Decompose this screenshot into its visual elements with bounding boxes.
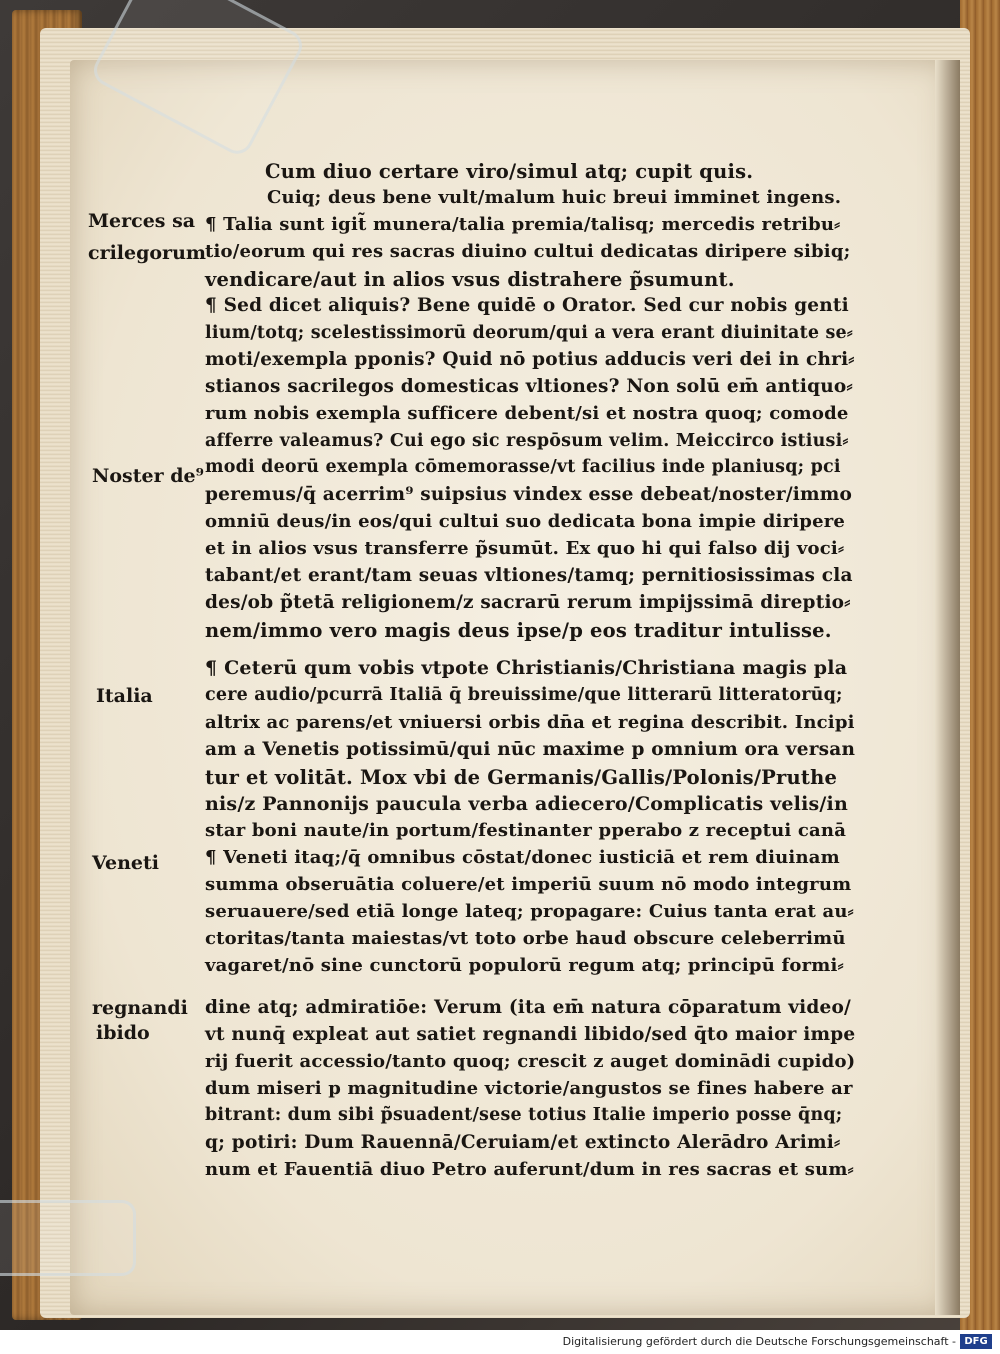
text-line: ¶ Talia sunt igit̃ munera/talia premia/talisq; mercedis retribu⸗ [205,214,841,235]
text-line: afferre valeamus? Cui ego sic respōsum velim. Meiccirco istiusi⸗ [205,431,849,451]
text-line: nis/z Pannonijs paucula verba adiecero/Complicatis velis/in [205,793,848,815]
text-line: summa obseruātia coluere/et imperiū suum nō modo integrum [205,874,852,895]
text-line: bitrant: dum sibi p̃suadent/sese totius Italie imperio posse q̄nq; [205,1105,843,1125]
text-line: rij fuerit accessio/tanto quoq; crescit z auget dominādi cupido) [205,1051,856,1072]
text-line: peremus/q̄ acerrim⁹ suipsius vindex esse debeat/noster/immo [205,484,853,505]
text-line: Cuiq; deus bene vult/malum huic breui imminet ingens. [267,187,842,208]
text-line: am a Venetis potissimū/qui nūc maxime p omnium ora versan [205,739,856,760]
margin-note: crilegorum [88,242,206,264]
text-line: des/ob p̃tetā religionem/z sacrarū rerum impijssimā direptio⸗ [205,592,851,613]
footer-bar [0,1330,1000,1354]
text-line: altrix ac parens/et vniuersi orbis dn̄a et regina describit. Incipi [205,712,855,733]
funding-credit: Digitalisierung gefördert durch die Deutsche Forschungsgemeinschaft - [562,1335,956,1348]
text-line: ¶ Veneti itaq;/q̄ omnibus cōstat/donec iusticiā et rem diuinam [205,847,840,868]
text-line: tio/eorum qui res sacras diuino cultui dedicatas diripere sibiq; [205,241,851,262]
text-line: q; potiri: Dum Rauennā/Ceruiam/et extincto Alerādro Arimi⸗ [205,1132,841,1153]
text-line: vendicare/aut in alios vsus distrahere p̃sumunt. [205,268,735,291]
text-line: et in alios vsus transferre p̃sumūt. Ex quo hi qui falso dij voci⸗ [205,538,845,559]
text-line: num et Fauentiā diuo Petro auferunt/dum in res sacras et sum⸗ [205,1159,854,1180]
text-line: ¶ Sed dicet aliquis? Bene quidē o Orator. Sed cur nobis genti [205,295,849,316]
margin-note: ibido [96,1022,150,1044]
margin-note: regnandi [92,997,188,1019]
text-line: star boni naute/in portum/festinanter pperabo z receptui canā [205,820,847,841]
text-line: dum miseri p magnitudine victorie/angustos se fines habere ar [205,1078,853,1099]
text-line: ctoritas/tanta maiestas/vt toto orbe haud obscure celeberrimū [205,928,846,949]
margin-note: Italia [96,685,153,707]
text-line: lium/totq; scelestissimorū deorum/qui a vera erant diuinitate se⸗ [205,323,853,343]
text-line: Cum diuo certare viro/simul atq; cupit quis. [265,160,754,183]
text-line: rum nobis exempla sufficere debent/si et nostra quoq; comode [205,403,849,424]
text-line: modi deorū exempla cōmemorasse/vt facilius inde planiusq; pci [205,457,841,477]
text-line: ¶ Ceterū qum vobis vtpote Christianis/Christiana magis pla [205,657,848,679]
text-line: vt nunq̄ expleat aut satiet regnandi libido/sed q̄to maior impe [205,1024,856,1045]
text-line: moti/exempla pponis? Quid nō potius adducis veri dei in chri⸗ [205,349,855,370]
text-line: omniū deus/in eos/qui cultui suo dedicata bona impie diripere [205,511,846,532]
dfg-logo: DFG [960,1334,992,1349]
text-line: tabant/et erant/tam seuas vltiones/tamq; pernitiosissimas cla [205,565,853,586]
page-gutter [935,60,960,1315]
text-line: tur et volitāt. Mox vbi de Germanis/Gallis/Polonis/Pruthe [205,766,838,789]
text-line: vagaret/nō sine cunctorū populorū regum atq; principū formi⸗ [205,955,844,976]
text-line: cere audio/pcurrā Italiā q̄ breuissime/que litterarū litteratorūq; [205,685,843,705]
text-line: seruauere/sed etiā longe lateq; propagare: Cuius tanta erat au⸗ [205,901,854,922]
text-line: dine atq; admiratiōe: Verum (ita em̄ natura cōparatum video/ [205,997,852,1018]
text-line: stianos sacrilegos domesticas vltiones? Non solū em̄ antiquo⸗ [205,376,853,397]
margin-note: Noster de⁹ [92,465,204,487]
margin-note: Merces sa [88,210,196,232]
text-line: nem/immo vero magis deus ipse/p eos traditur intulisse. [205,619,832,642]
margin-note: Veneti [92,852,159,874]
glass-clip-bottom [0,1200,136,1276]
